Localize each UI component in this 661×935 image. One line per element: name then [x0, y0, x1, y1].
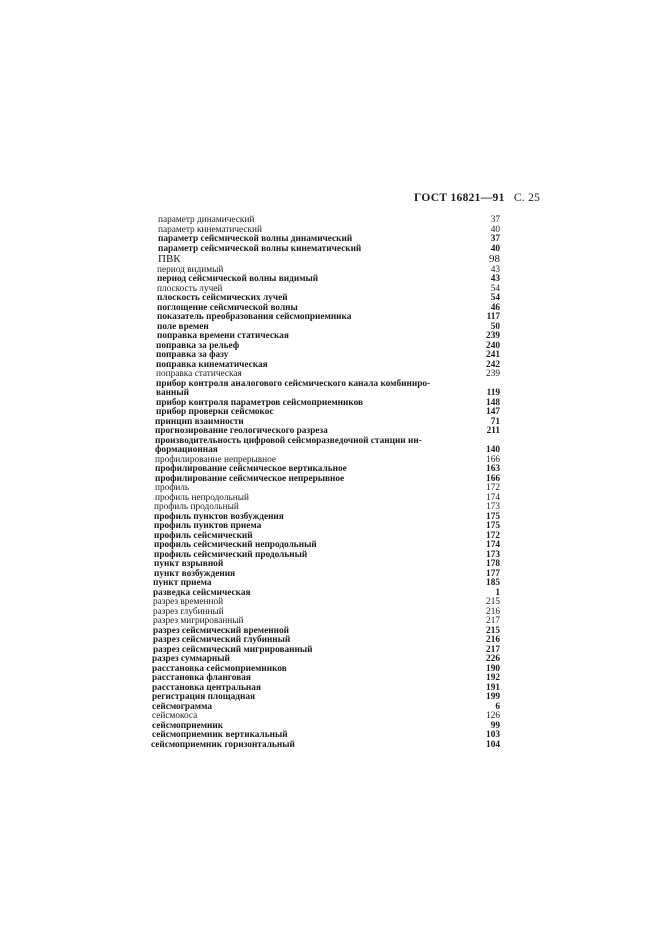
entry-term: прибор проверки сейсмокос [156, 407, 274, 417]
entry-page-number: 199 [486, 692, 500, 702]
entry-term: профиль сейсмический непродольный [154, 540, 317, 550]
entry-page-number: 175 [486, 521, 500, 531]
entry-page-number: 54 [490, 293, 500, 303]
entry-term: профиль сейсмический продольный [154, 549, 308, 560]
entry-term: поле времен [157, 321, 209, 332]
entry-page-number: 43 [490, 274, 500, 284]
entry-page-number: 175 [486, 511, 500, 522]
entry-term: профиль пунктов приема [154, 521, 262, 531]
entry-page-number: 240 [486, 340, 500, 351]
entry-term: пункт возбуждения [154, 568, 236, 579]
entry-term: расстановка центральная [152, 682, 261, 693]
entry-page-number: 239 [486, 369, 500, 379]
entry-term: профиль сейсмический [154, 530, 253, 541]
index-entry [155, 475, 500, 485]
entry-term: ПВК [158, 253, 181, 265]
entry-page-number: 119 [486, 388, 500, 398]
entry-page-number: 43 [490, 264, 500, 275]
entry-term: период сейсмической волны видимый [157, 274, 319, 284]
entry-page-number: 191 [486, 682, 500, 693]
entry-term: параметр динамический [158, 215, 255, 225]
entry-page-number: 50 [490, 321, 500, 332]
entry-page-number: 211 [486, 426, 500, 436]
entry-term: профилирование непрерывное [155, 454, 276, 465]
entry-page-number: 99 [490, 720, 500, 731]
entry-page-number: 174 [486, 540, 500, 550]
entry-page-number: 172 [486, 483, 500, 493]
entry-page-number: 140 [486, 445, 500, 455]
entry-term: профиль продольный [154, 502, 239, 512]
page-header [414, 192, 540, 204]
entry-term: поглощение сейсмической волны [157, 302, 298, 313]
entry-page-number: 6 [495, 701, 500, 712]
index-entry [156, 380, 500, 390]
entry-term: профилирование сейсмическое вертикальное [155, 464, 347, 474]
entry-page-number: 242 [486, 359, 500, 370]
entry-page-number: 226 [486, 654, 500, 664]
entry-page-number: 190 [486, 663, 500, 674]
entry-term: формационная [155, 445, 218, 455]
entry-page-number: 216 [486, 635, 500, 645]
entry-term: ванный [156, 388, 189, 398]
entry-page-number: 173 [486, 549, 500, 560]
entry-page-number: 217 [486, 644, 500, 655]
entry-term: прогнозирование геологического разреза [155, 426, 328, 436]
entry-term: поправка за фазу [156, 350, 229, 360]
entry-page-number: 148 [486, 397, 500, 408]
entry-term: прибор контроля параметров сейсмоприемников [156, 397, 364, 408]
entry-page-number: 126 [486, 711, 500, 721]
entry-page-number: 166 [486, 454, 500, 465]
entry-term: пункт взрывной [154, 559, 224, 569]
entry-page-number: 172 [486, 530, 500, 541]
entry-term: разрез сейсмический глубинный [153, 635, 291, 645]
entry-term: поправка статическая [156, 369, 242, 379]
entry-page-number: 147 [486, 407, 500, 417]
entry-page-number: 215 [486, 625, 500, 636]
entry-page-number: 98 [489, 253, 500, 265]
entry-term: параметр сейсмической волны кинематический [158, 243, 362, 254]
entry-page-number: 217 [486, 616, 500, 626]
entry-term: профиль непродольный [155, 492, 249, 503]
index-entry [158, 245, 500, 255]
entry-term: профиль пунктов возбуждения [154, 511, 284, 522]
entry-term: разрез мигрированный [153, 616, 244, 626]
entry-page-number: 192 [486, 673, 500, 683]
entry-page-number: 177 [486, 568, 500, 579]
entry-term: пункт приема [153, 578, 212, 588]
entry-page-number: 215 [486, 597, 500, 607]
entry-page-number: 40 [490, 243, 500, 254]
entry-page-number: 163 [486, 464, 500, 474]
entry-page-number: 104 [486, 739, 500, 750]
index-entry [158, 254, 500, 266]
entry-page-number: 166 [486, 473, 500, 484]
entry-term: разрез сейсмический мигрированный [153, 644, 313, 655]
entry-page-number: 71 [490, 416, 500, 427]
entry-page-number: 1 [495, 587, 500, 598]
entry-page-number: 103 [486, 730, 500, 740]
entry-page-number: 117 [486, 312, 500, 322]
entry-term: разрез временной [153, 597, 224, 607]
entry-term: регистрация площадная [152, 692, 256, 702]
entry-page-number: 174 [486, 492, 500, 503]
entry-term: разрез сейсмический временной [153, 625, 289, 636]
index-entry [152, 703, 500, 713]
entry-term: плоскость лучей [157, 283, 223, 294]
entry-term: сейсмоприемник вертикальный [152, 730, 288, 740]
entry-term: прибор контроля аналогового сейсмического канала комбиниро- [156, 378, 431, 389]
entry-term: период видимый [157, 264, 224, 275]
entry-term: разведка сейсмическая [153, 587, 251, 598]
entry-term: расстановка сейсмоприемников [152, 663, 287, 674]
entry-page-number: 54 [490, 283, 500, 294]
entry-term: сейсмокоса [152, 711, 198, 721]
entry-term: расстановка фланговая [152, 673, 251, 683]
entry-page-number: 239 [486, 331, 500, 341]
entry-term: параметр сейсмической волны динамический [158, 234, 353, 244]
entry-term: сейсмоприемник [152, 720, 224, 731]
entry-page-number: 46 [490, 302, 500, 313]
page-number: С. 25 [513, 192, 541, 204]
entry-term: поправка за рельеф [156, 340, 240, 351]
entry-term: принцип взаимности [155, 416, 244, 427]
entry-term: поправка кинематическая [156, 359, 268, 370]
entry-term: поправка времени статическая [157, 331, 289, 341]
entry-page-number: 40 [490, 224, 500, 235]
entry-page-number: 37 [490, 215, 500, 225]
term-index [140, 216, 500, 750]
entry-page-number: 173 [486, 502, 500, 512]
entry-term: сейсмоприемник горизонтальный [151, 739, 295, 750]
entry-term: профилирование сейсмическое непрерывное [155, 473, 345, 484]
entry-term: показатель преобразования сейсмоприемника [157, 312, 352, 322]
entry-term: производительность цифровой сейсморазведочной станции ин- [155, 435, 422, 446]
entry-page-number: 241 [486, 350, 500, 360]
entry-term: сейсмограмма [152, 701, 212, 712]
entry-page-number: 37 [490, 234, 500, 244]
entry-term: параметр кинематический [158, 224, 262, 235]
entry-page-number: 216 [486, 606, 500, 617]
document-code: ГОСТ 16821—91 [414, 192, 505, 204]
entry-page-number: 185 [486, 578, 500, 588]
entry-term: плоскость сейсмических лучей [157, 293, 288, 303]
entry-term: разрез глубинный [153, 606, 224, 617]
entry-term: профиль [155, 483, 190, 493]
index-entry [151, 741, 500, 751]
entry-page-number: 178 [486, 559, 500, 569]
entry-term: разрез суммарный [152, 654, 230, 664]
